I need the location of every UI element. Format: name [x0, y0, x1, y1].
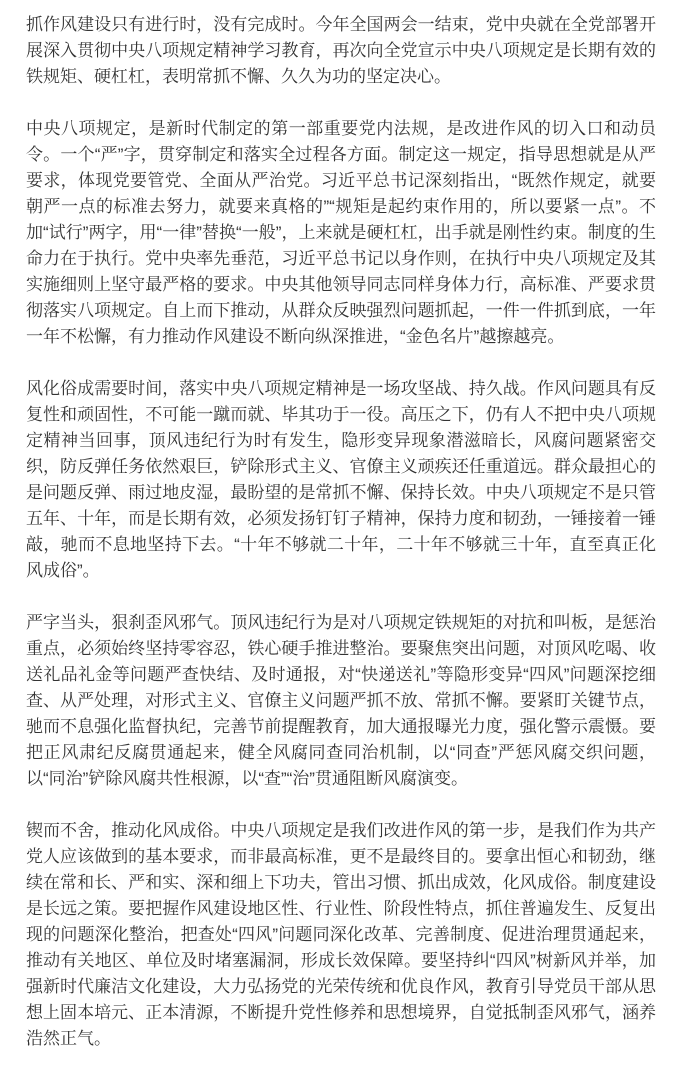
paragraph-persistence: 锲而不舍，推动化风成俗。中央八项规定是我们改进作风的第一步，是我们作为共产党人应该做到的基本要求，而非最高标准，更不是最终目的。要拿出恒心和韧劲，继续在常和长、严和实、深和细上下功夫，管出习惯、抓出成效，化风成俗。制度建设是长远之策。要把握作风建设地区性、行业性、阶段性特点，抓住普遍发生、反复出现的问题深化整治，把查处“四风”问题同深化改革、完善制度、促进治理贯通起来，推动有关地区、单位及时堵塞漏洞，形成长效保障。要坚持纠“四风”树新风并举，加强新时代廉洁文化建设，大力弘扬党的光荣传统和优良作风，教育引导党员干部从思想上固本培元、正本清源，不断提升党性修养和思想境界，自觉抵制歪风邪气，涵养浩然正气。: [26, 821, 656, 1048]
paragraph-intro: 抓作风建设只有进行时，没有完成时。今年全国两会一结束，党中央就在全党部署开展深入贯彻中央八项规定精神学习教育，再次向全党宣示中央八项规定是长期有效的铁规矩、硬杠杠，表明常抓不懈、久久为功的坚定决心。: [26, 15, 656, 86]
paragraph-long-term-battle: 风化俗成需要时间，落实中央八项规定精神是一场攻坚战、持久战。作风问题具有反复性和顽固性，不可能一蹴而就、毕其功于一役。高压之下，仍有人不把中央八项规定精神当回事，顶风违纪行为时有发生，隐形变异现象潜滋暗长，风腐问题紧密交织，防反弹任务依然艰巨，铲除形式主义、官僚主义顽疾还任重道远。群众最担心的是问题反弹、雨过地皮湿，最盼望的是常抓不懈、保持长效。中央八项规定不是只管五年、十年，而是长期有效，必须发扬钉钉子精神，保持力度和韧劲，一锤接着一锤敲，驰而不息地坚持下去。“十年不够就二十年，二十年不够就三十年，直至真正化风成俗”。: [26, 379, 656, 580]
paragraph-regulation-origin: 中央八项规定，是新时代制定的第一部重要党内法规，是改进作风的切入口和动员令。一个“严”字，贯穿制定和落实全过程各方面。制定这一规定，指导思想就是从严要求，体现党要管党、全面从严治党。习近平总书记深刻指出，“既然作规定，就要朝严一点的标准去努力，就要来真格的”“规矩是起约束作用的，所以要紧一点”。不加“试行”两字，用“一律”替换“一般”，上来就是硬杠杠，出手就是刚性约束。制度的生命力在于执行。党中央率先垂范，习近平总书记以身作则，在执行中央八项规定及其实施细则上坚守最严格的要求。中央其他领导同志同样身体力行，高标准、严要求贯彻落实八项规定。自上而下推动，从群众反映强烈问题抓起，一件一件抓到底，一年一年不松懈，有力推动作风建设不断向纵深推进，“金色名片”越擦越亮。: [26, 119, 656, 346]
article-body: [26, 12, 656, 1052]
paragraph-strict-enforcement: 严字当头，狠刹歪风邪气。顶风违纪行为是对八项规定铁规矩的对抗和叫板，是惩治重点，必须始终坚持零容忍，铁心硬手推进整治。要聚焦突出问题，对顶风吃喝、收送礼品礼金等问题严查快结、及时通报，对“快递送礼”等隐形变异“四风”问题深挖细查、从严处理，对形式主义、官僚主义问题严抓不放、常抓不懈。要紧盯关键节点，驰而不息强化监督执纪，完善节前提醒教育，加大通报曝光力度，强化警示震慑。要把正风肃纪反腐贯通起来，健全风腐同查同治机制，以“同查”严惩风腐交织问题，以“同治”铲除风腐共性根源，以“查”“治”贯通阻断风腐演变。: [26, 613, 656, 788]
